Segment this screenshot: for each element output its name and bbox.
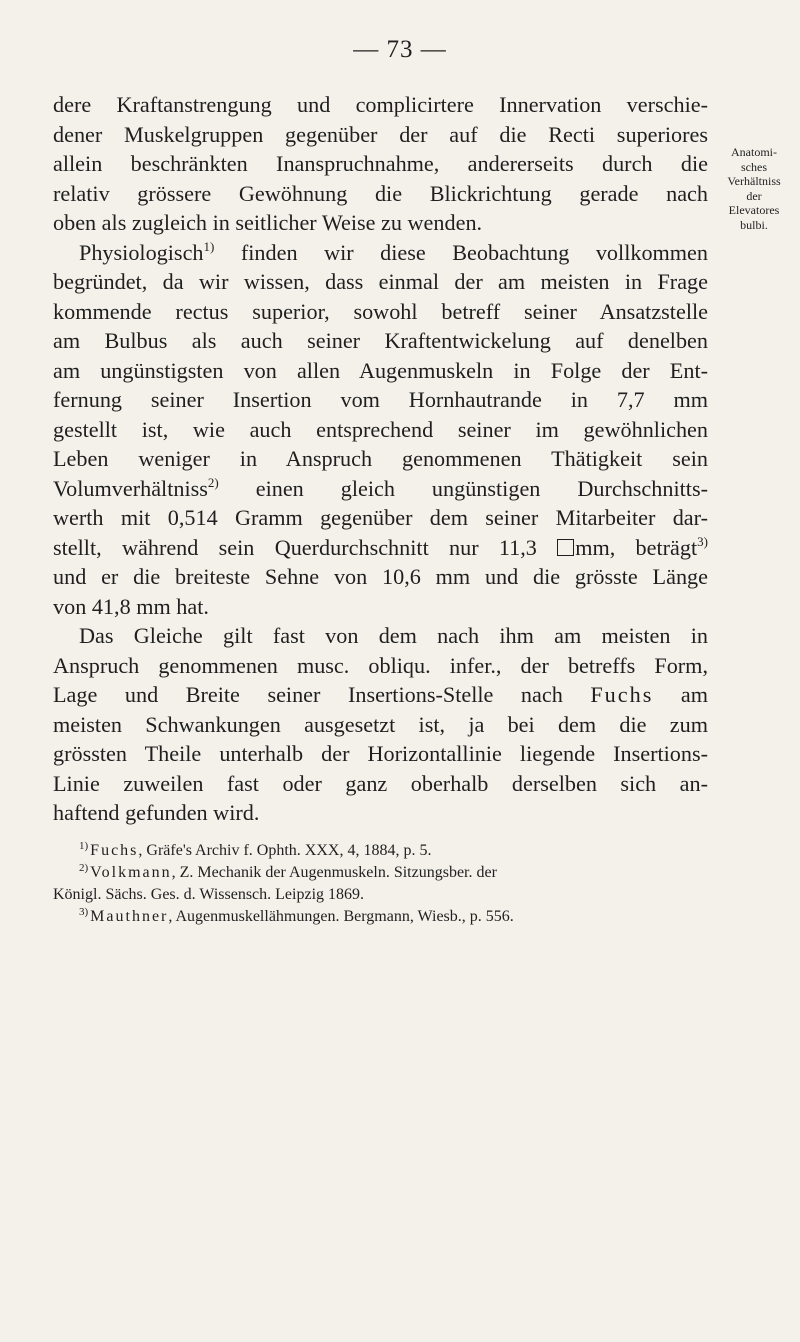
margin-note-line: der [746,188,762,203]
margin-note-line: Elevatores [728,203,780,217]
text-line: gestellt ist, wie auch entsprechend seiner im gewöhnlichen [53,416,708,442]
text-line: dere Kraftanstrengung und complicirtere Innervation verschie- [53,92,708,117]
text-line: Leben weniger in Anspruch genommenen Thätigkeit sein [53,446,708,471]
text-line: relativ grössere Gewöhnung die Blickrichtung gerade nach [53,180,708,206]
footnote-marker: 2) [79,862,89,874]
text-line: oben als zugleich in seitlicher Weise zu wenden. [53,210,483,235]
text-run: finden wir diese Beobachtung vollkommen [214,239,708,265]
text-run: Physiologisch [79,239,204,265]
text-line: begründet, da wir wissen, dass einmal der am meisten in Frage [53,269,708,294]
text-line [53,533,708,563]
margin-note-line: bulbi. [740,217,768,232]
text-line: fernung seiner Insertion vom Hornhautrande in 7,7 mm [53,387,708,412]
text-line: am Bulbus als auch seiner Kraftentwickelung auf denelben [53,328,708,353]
footnote-continuation: Königl. Sächs. Ges. d. Wissensch. Leipzig 1869. [53,886,365,903]
text-line: allein beschränkten Inanspruchnahme, andererseits durch die [53,151,708,176]
footnote-marker: 3) [79,906,89,918]
margin-note-line: Verhältniss [727,174,781,188]
footnote-reference: 3) [697,533,708,549]
square-symbol-icon [557,539,574,556]
author-name: Fuchs [90,842,139,859]
text-line: Das Gleiche gilt fast von dem nach ihm am meisten in [79,623,708,648]
text-run: mm, beträgt [575,534,698,560]
footnote-reference: 1) [203,238,215,254]
text-line: grössten Theile unterhalb der Horizontallinie liegende Insertions- [53,741,708,766]
text-run: am [653,682,709,707]
footnote-text: , Z. Mechanik der Augenmuskeln. Sitzungsber. der [171,864,497,881]
text-line [53,238,708,268]
footnote [53,862,713,884]
text-line [53,680,708,710]
text-line: Linie zuweilen fast oder ganz oberhalb derselben sich an- [53,770,708,796]
page-number: — 73 — [353,36,447,63]
text-run: einen gleich ungünstigen Durchschnitts- [218,475,708,501]
margin-note-line: sches [741,159,767,174]
footnote-reference: 2) [207,474,219,490]
text-line: dener Muskelgruppen gegenüber der auf die Recti superiores [53,121,708,147]
footnotes [53,840,713,928]
text-line: von 41,8 mm hat. [53,593,209,619]
author-name: Mauthner [90,908,169,925]
margin-note [712,145,796,232]
text-run: Volumverhältniss [53,475,208,501]
text-run: stellt, während sein Querdurchschnitt nur 11,3 [53,534,558,560]
margin-note-line: Anatomi- [731,145,777,159]
text-line [53,474,708,504]
text-line: kommende rectus superior, sowohl betreff seiner Ansatzstelle [53,298,708,324]
text-line: und er die breiteste Sehne von 10,6 mm und die grösste Länge [53,564,708,589]
footnote-text: , Augenmuskellähmungen. Bergmann, Wiesb., p. 556. [168,908,514,925]
text-run: Lage und Breite seiner Insertions-Stelle nach [53,682,591,707]
text-line: werth mit 0,514 Gramm gegenüber dem seiner Mitarbeiter dar- [53,505,708,530]
footnote [53,840,713,862]
body-text [53,90,708,828]
text-line: meisten Schwankungen ausgesetzt ist, ja bei dem die zum [53,711,708,737]
footnote [53,906,713,928]
footnote-marker: 1) [79,840,89,852]
text-line: Anspruch genommenen musc. obliqu. infer., der betreffs Form, [53,652,708,678]
text-line: haftend gefunden wird. [53,800,260,825]
footnote-text: , Gräfe's Archiv f. Ophth. XXX, 4, 1884, p. 5. [138,842,432,859]
author-name: Volkmann [90,864,172,881]
author-name: Fuchs [590,682,654,707]
text-line: am ungünstigsten von allen Augenmuskeln in Folge der Ent- [53,357,708,383]
